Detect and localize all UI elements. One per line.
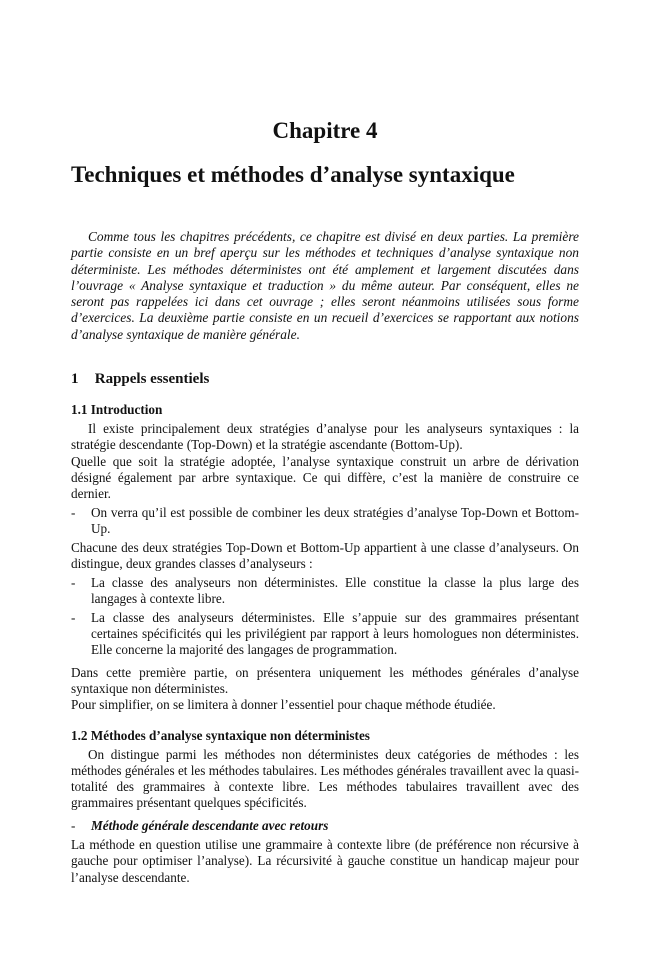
paragraph: Chacune des deux stratégies Top-Down et Bottom-Up appartient à une classe d’analyseurs. On distingue, deux grandes classes d’analyseurs : — [71, 540, 579, 572]
dash-item-text: La classe des analyseurs déterministes. Elle s’appuie sur des grammaires présentant certaines spécificités qui les privilégient par rapport à leurs homologues non déterministes. Elle concerne la majorité des langages de programmation. — [91, 609, 579, 658]
dash-bullet: - — [71, 818, 76, 833]
method-heading-text: Méthode générale descendante avec retours — [91, 818, 329, 833]
subsection-heading-introduction: 1.1 Introduction — [71, 402, 163, 417]
dash-list-item — [71, 575, 579, 608]
dash-item-text: On verra qu’il est possible de combiner les deux stratégies d’analyse Top-Down et Bottom-Up. — [91, 504, 579, 536]
dash-list-item — [71, 505, 579, 538]
paragraph: Dans cette première partie, on présentera uniquement les méthodes générales d’analyse syntaxique non déterministes. — [71, 664, 579, 696]
dash-item-text: La classe des analyseurs non déterministes. Elle constitue la classe la plus large des langages à contexte libre. — [91, 574, 579, 606]
dash-list-item — [71, 610, 579, 659]
method-heading — [71, 818, 579, 834]
section-number: 1 — [71, 371, 79, 387]
paragraph: Il existe principalement deux stratégies d’analyse pour les analyseurs syntaxiques : la stratégie descendante (Top-Down) et la stratégie ascendante (Bottom-Up). — [71, 421, 579, 453]
dash-bullet: - — [71, 504, 76, 520]
section-title: Rappels essentiels — [94, 371, 210, 387]
subsection-heading-nondeterministic-methods: 1.2 Méthodes d’analyse syntaxique non déterministes — [71, 728, 370, 743]
paragraph: La méthode en question utilise une grammaire à contexte libre (de préférence non récursive à gauche pour optimiser l’analyse). La récursivité à gauche constitue un handicap majeur pour l’analyse descendante. — [71, 837, 579, 885]
dash-bullet: - — [71, 574, 76, 590]
paragraph: Quelle que soit la stratégie adoptée, l’analyse syntaxique construit un arbre de dérivation désigné également par arbre syntaxique. Ce qui diffère, c’est la manière de construire ce dernier. — [71, 453, 579, 502]
chapter-title: Techniques et méthodes d’analyse syntaxique — [71, 162, 515, 187]
paragraph: On distingue parmi les méthodes non déterministes deux catégories de méthodes : les méthodes générales et les méthodes tabulaires. Les méthodes générales travaillent avec la quasi-totalité des grammaires à contexte libre. Les méthodes tabulaires travaillent avec des grammaires présentant quelques spécificités. — [71, 746, 579, 811]
dash-bullet: - — [71, 609, 76, 625]
section-heading — [71, 369, 209, 389]
chapter-label: Chapitre 4 — [272, 118, 378, 143]
paragraph: Pour simplifier, on se limitera à donner l’essentiel pour chaque méthode étudiée. — [71, 697, 496, 712]
chapter-abstract: Comme tous les chapitres précédents, ce chapitre est divisé en deux parties. La première partie consiste en un bref aperçu sur les méthodes et techniques d’analyse syntaxique non déterministe. Les méthodes déterministes ont été amplement et largement discutées dans l’ouvrage « Analyse syntaxique et traduction » du même auteur. Par conséquent, elles ne seront pas rappelées ici dans cet ouvrage ; elles seront néanmoins utilisées sous forme d’exercices. La deuxième partie consiste en un recueil d’exercices se rapportant aux notions d’analyse syntaxique de manière générale. — [71, 229, 579, 342]
